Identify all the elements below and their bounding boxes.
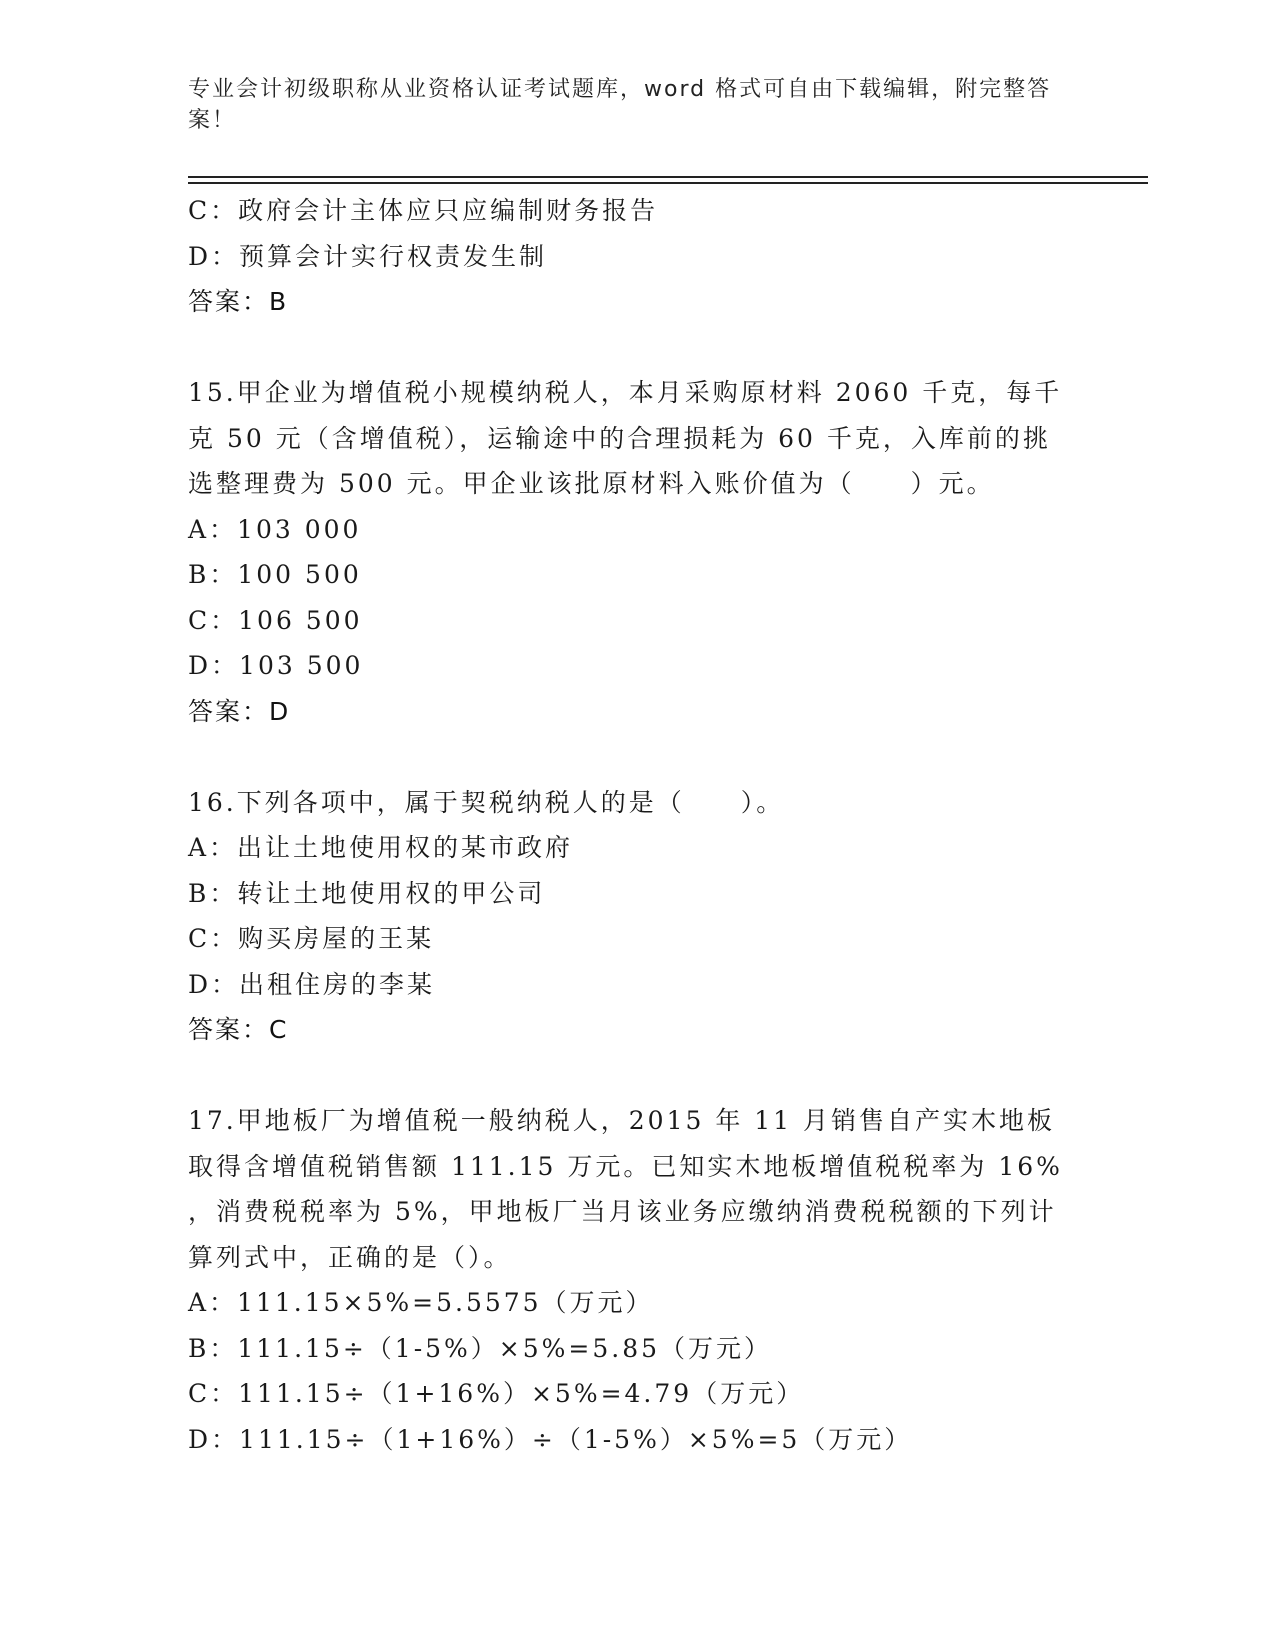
answer-line: 答案：D	[188, 696, 291, 726]
spacer	[188, 325, 1078, 371]
option-c: C：106 500	[188, 605, 363, 635]
question-stem-line: ，消费税税率为 5%，甲地板厂当月该业务应缴纳消费税税额的下列计	[188, 1197, 1057, 1226]
question-stem-line: 17.甲地板厂为增值税一般纳税人，2015 年 11 月销售自产实木地板	[188, 1106, 1056, 1135]
spacer	[188, 734, 1078, 780]
option-c: C：购买房屋的王某	[188, 924, 435, 953]
header-rule-top	[188, 176, 1148, 178]
option-d: D：预算会计实行权责发生制	[188, 241, 548, 271]
option-a: A：出让土地使用权的某市政府	[188, 833, 574, 862]
option-c: C：政府会计主体应只应编制财务报告	[188, 196, 659, 225]
header-rule-bottom	[188, 182, 1148, 184]
option-b: B：100 500	[188, 560, 362, 589]
question-stem-line: 取得含增值税销售额 111.15 万元。已知实木地板增值税税率为 16%	[188, 1151, 1063, 1181]
question-15	[188, 370, 1078, 734]
option-b: B：转让土地使用权的甲公司	[188, 878, 546, 908]
question-stem-line: 选整理费为 500 元。甲企业该批原材料入账价值为（ ）元。	[188, 469, 995, 498]
option-c: C：111.15÷（1+16%）×5%=4.79（万元）	[188, 1379, 805, 1408]
option-d: D：出租住房的李某	[188, 969, 436, 999]
option-a: A：103 000	[188, 514, 362, 544]
question-stem-line: 16.下列各项中，属于契税纳税人的是（ ）。	[188, 787, 785, 817]
header-note: 专业会计初级职称从业资格认证考试题库，word 格式可自由下载编辑，附完整答案！	[188, 77, 1052, 133]
question-stem-line: 克 50 元（含增值税），运输途中的合理损耗为 60 千克，入库前的挑	[188, 423, 1051, 453]
answer-line: 答案：B	[188, 287, 289, 316]
option-d: D：103 500	[188, 651, 364, 680]
question-17	[188, 1098, 1078, 1462]
question-stem-line: 算列式中，正确的是（）。	[188, 1242, 512, 1272]
option-d: D：111.15÷（1+16%）÷（1-5%）×5%=5（万元）	[188, 1424, 913, 1454]
spacer	[188, 1053, 1078, 1099]
answer-line: 答案：C	[188, 1015, 289, 1044]
option-b: B：111.15÷（1-5%）×5%=5.85（万元）	[188, 1333, 773, 1363]
question-stem-line: 15.甲企业为增值税小规模纳税人，本月采购原材料 2060 千克，每千	[188, 378, 1063, 407]
question-14-tail	[188, 188, 1078, 325]
question-16	[188, 780, 1078, 1053]
option-a: A：111.15×5%=5.5575（万元）	[188, 1288, 654, 1317]
question-content	[188, 188, 1078, 1462]
